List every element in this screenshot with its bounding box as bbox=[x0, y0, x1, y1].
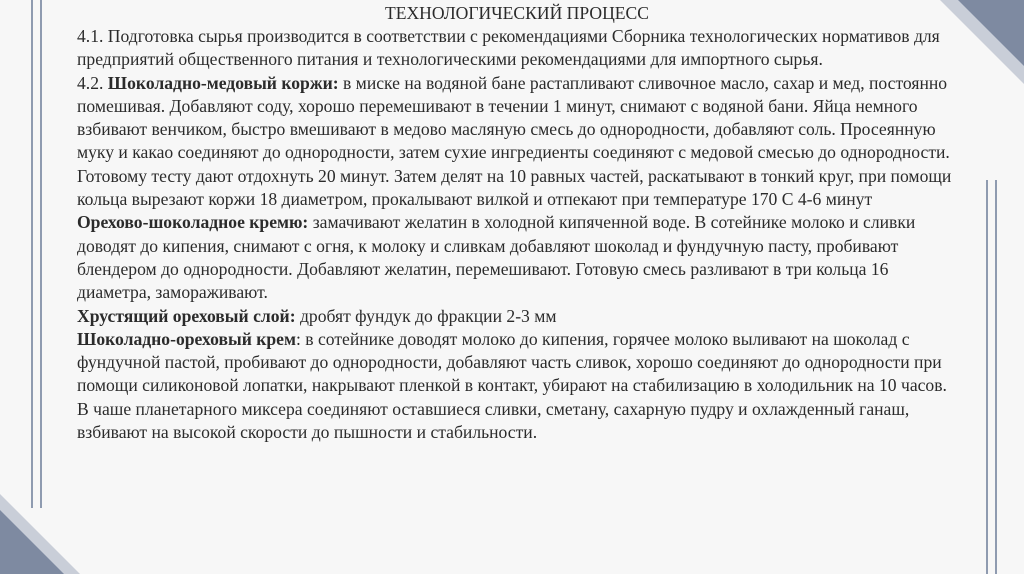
paragraph-chocolate-cream bbox=[77, 328, 957, 444]
right-border-line-inner bbox=[986, 180, 988, 574]
section-heading: Орехово-шоколадное кремю: bbox=[77, 212, 309, 233]
left-border-line-inner bbox=[40, 0, 42, 508]
corner-decoration-bottom-left bbox=[0, 510, 64, 574]
paragraph-crunchy-layer bbox=[77, 305, 957, 328]
paragraph-4-1: 4.1. Подготовка сырья производится в соответствии с рекомендациями Сборника технологических нормативов для предприятий общественного питания и технологическими рекомендациями для импортного сырья. bbox=[77, 26, 940, 70]
paragraph-text: : в сотейнике доводят молоко до кипения, горячее молоко выливают на шоколад с фундучной пастой, пробивают до однородности, добавляют часть сливок, хорошо соединяют до однородности при помощи силиконовой лопатки, накрывают пленкой в контакт, убирают на стабилизацию в холодильник на 10 часов. В чаше планетарного миксера соединяют оставшиеся сливки, сметану, сахарную пудру и охлажденный ганаш, взбивают на высокой скорости до пышности и стабильности. bbox=[77, 328, 947, 443]
section-heading: Хрустящий ореховый слой: bbox=[77, 305, 296, 326]
section-heading: Шоколадно-медовый коржи: bbox=[107, 72, 339, 93]
right-border-line-outer bbox=[995, 180, 997, 574]
paragraph-text: замачивают желатин в холодной кипяченной воде. В сотейнике молоко и сливки доводят до кипения, снимают с огня, к молоку и сливкам добавляют шоколад и фундучную пасту, пробивают блендером до однородности. Добавляют желатин, перемешивают. Готовую смесь разливают в три кольца 16 диаметра, замораживают. bbox=[77, 212, 916, 303]
paragraph-prefix: 4.2. bbox=[77, 72, 108, 93]
paragraph-text: дробят фундук до фракции 2-3 мм bbox=[295, 305, 557, 326]
left-border-line-outer bbox=[31, 0, 33, 508]
paragraph-cream bbox=[77, 211, 957, 304]
document-body bbox=[77, 1, 957, 444]
paragraph-text: в миске на водяной бане растапливают сливочное масло, сахар и мед, постоянно помешивая. Добавляют соду, хорошо перемешивают в течении 1 минут, снимают с водяной бани. Яйца немного взбивают венчиком, быстро вмешивают в медово масляную смесь до однородности, добавляют соль. Просеянную муку и какао соединяют до однородности, затем сухие ингредиенты соединяют с медовой смесью до однородности. Готовому тесту дают отдохнуть 20 минут. Затем делят на 10 равных частей, раскатывают в тонкий круг, при помощи кольца вырезают коржи 18 диаметром, прокалывают вилкой и отпекают при температуре 170 С 4-6 минут bbox=[77, 72, 952, 210]
section-heading: Шоколадно-ореховый крем bbox=[77, 328, 296, 349]
paragraph-4-2 bbox=[77, 72, 957, 212]
page-title: ТЕХНОЛОГИЧЕСКИЙ ПРОЦЕСС bbox=[384, 3, 650, 23]
corner-decoration-top-right bbox=[958, 0, 1024, 66]
